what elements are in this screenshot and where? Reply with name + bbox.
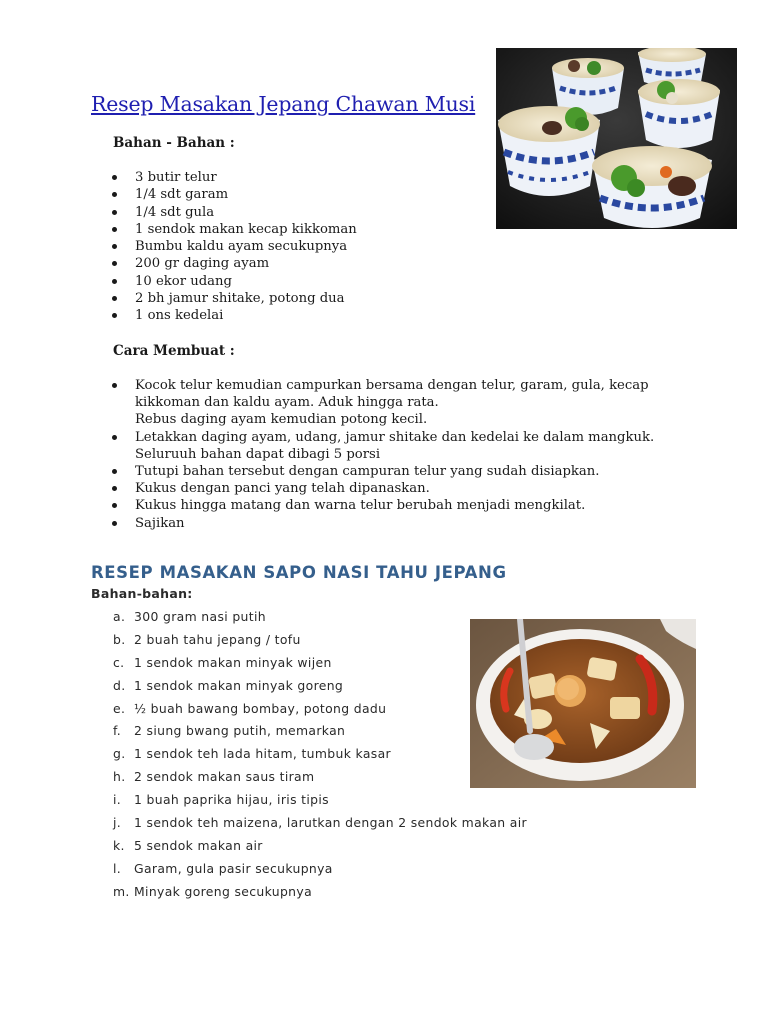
list-item: Kocok telur kemudian campurkan bersama dengan telur, garam, gula, kecap kikkoman dan kaldu ayam. Aduk hingga rata. Rebus daging ayam kemudian potong kecil. xyxy=(110,377,665,429)
list-item: Kukus hingga matang dan warna telur berubah menjadi mengkilat. xyxy=(110,497,665,514)
list-item: d. 1 sendok makan minyak goreng xyxy=(113,677,344,693)
list-item: l. Garam, gula pasir secukupnya xyxy=(113,860,333,876)
list-item: h. 2 sendok makan saus tiram xyxy=(113,769,315,785)
recipe2-ingredients-heading: Bahan-bahan: xyxy=(91,586,193,601)
recipe1-title: Resep Masakan Jepang Chawan Musi xyxy=(91,92,476,116)
list-item: 1/4 sdt gula xyxy=(110,204,357,221)
sapo-tahu-bowl-photo xyxy=(470,619,696,788)
list-item: Letakkan daging ayam, udang, jamur shitake dan kedelai ke dalam mangkuk. Seluruuh bahan dapat dibagi 5 porsi xyxy=(110,429,665,463)
list-item: Kukus dengan panci yang telah dipanaskan. xyxy=(110,480,665,497)
chawanmushi-bowls-photo xyxy=(496,48,737,229)
recipe1-ingredient-list xyxy=(110,169,357,325)
list-item: g. 1 sendok teh lada hitam, tumbuk kasar xyxy=(113,746,391,762)
list-item: 2 bh jamur shitake, potong dua xyxy=(110,290,357,307)
list-item: Tutupi bahan tersebut dengan campuran telur yang sudah disiapkan. xyxy=(110,463,665,480)
list-item: 200 gr daging ayam xyxy=(110,255,357,272)
list-item: 3 butir telur xyxy=(110,169,357,186)
recipe1-ingredients-heading: Bahan - Bahan : xyxy=(113,135,235,151)
list-item: Sajikan xyxy=(110,515,665,532)
list-item: Bumbu kaldu ayam secukupnya xyxy=(110,238,357,255)
list-item: 1/4 sdt garam xyxy=(110,186,357,203)
recipe2-title: RESEP MASAKAN SAPO NASI TAHU JEPANG xyxy=(91,563,507,582)
list-item: f. 2 siung bwang putih, memarkan xyxy=(113,723,346,739)
list-item: c. 1 sendok makan minyak wijen xyxy=(113,654,332,670)
recipe1-steps-heading: Cara Membuat : xyxy=(113,343,235,359)
list-item: b. 2 buah tahu jepang / tofu xyxy=(113,631,301,647)
list-item: k. 5 sendok makan air xyxy=(113,837,263,853)
list-item: a. 300 gram nasi putih xyxy=(113,609,266,624)
recipe1-step-list xyxy=(110,377,665,532)
list-item: j. 1 sendok teh maizena, larutkan dengan 2 sendok makan air xyxy=(113,815,527,831)
recipe2-ingredient-list xyxy=(113,608,527,906)
list-item: m. Minyak goreng secukupnya xyxy=(113,883,313,899)
list-item: 10 ekor udang xyxy=(110,273,357,290)
list-item: i. 1 buah paprika hijau, iris tipis xyxy=(113,792,329,808)
list-item: e. ½ buah bawang bombay, potong dadu xyxy=(113,700,387,716)
list-item: 1 sendok makan kecap kikkoman xyxy=(110,221,357,238)
list-item: 1 ons kedelai xyxy=(110,307,357,324)
